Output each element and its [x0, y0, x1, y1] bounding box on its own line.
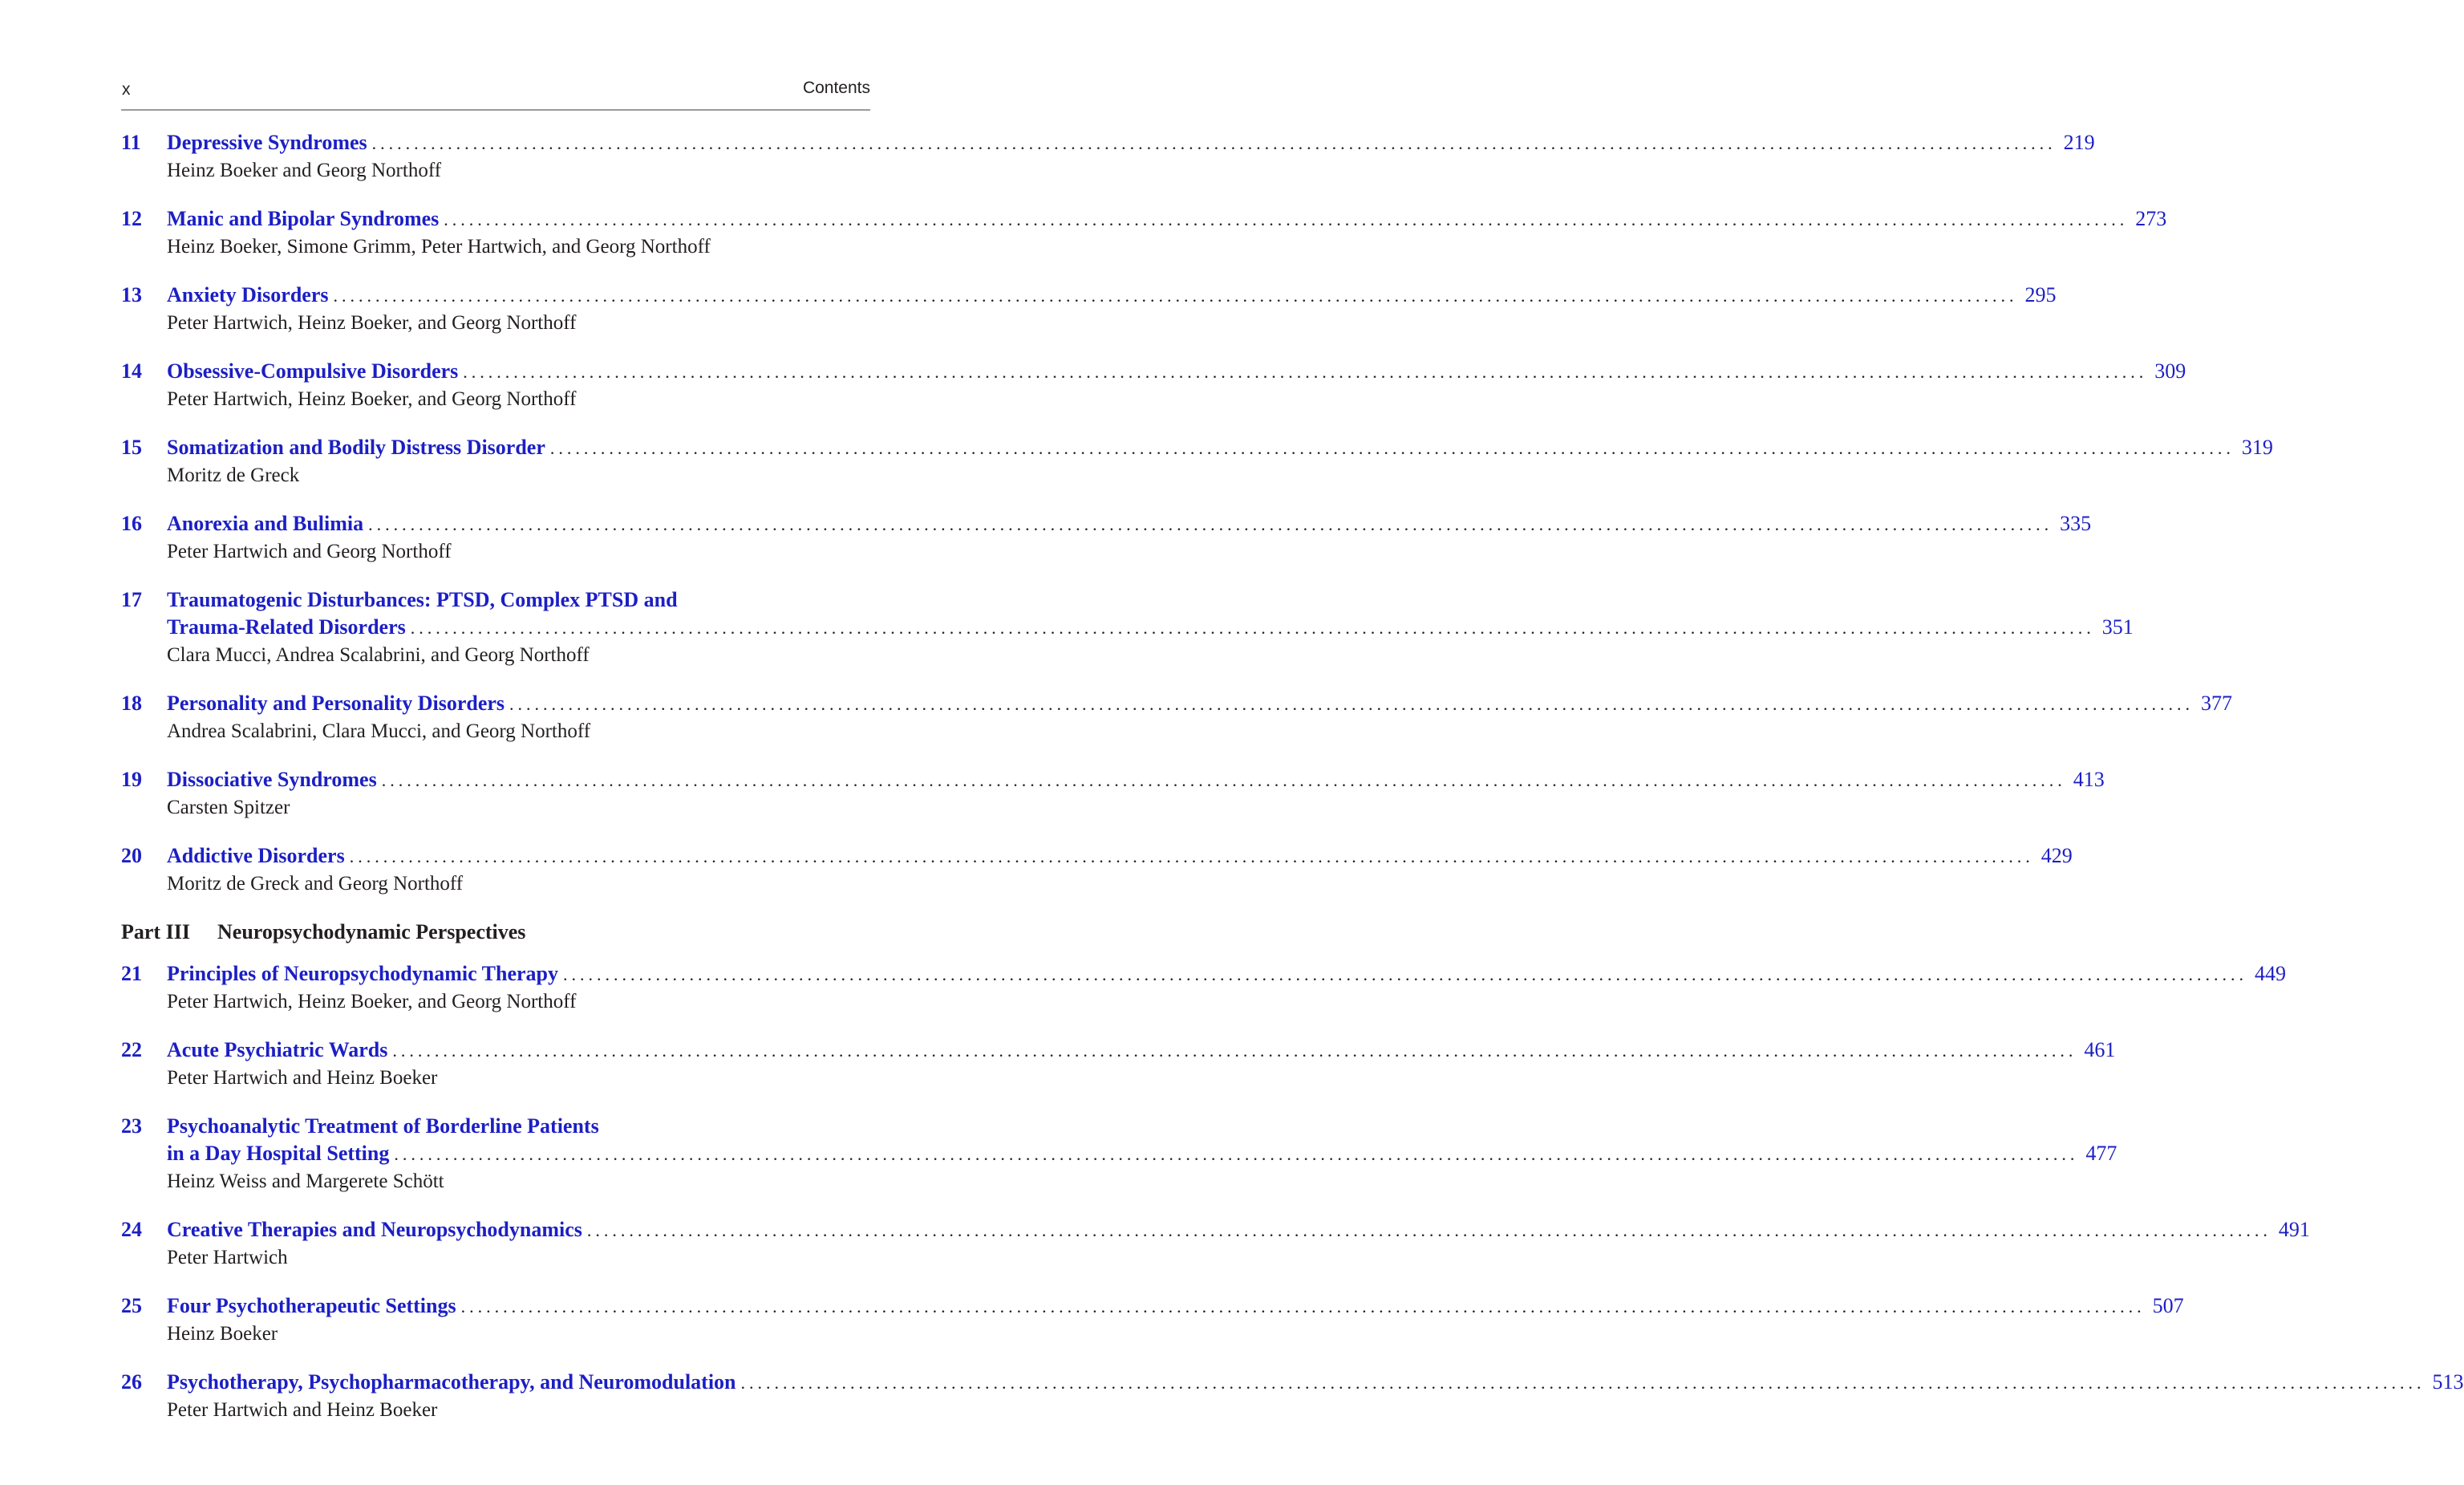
chapter-title-link[interactable]: Personality and Personality Disorders	[167, 692, 505, 715]
chapter-number: 13	[121, 283, 142, 306]
chapter-authors: Carsten Spitzer	[167, 797, 290, 818]
chapter-number: 14	[121, 359, 142, 383]
page-header	[121, 77, 870, 111]
page-number-link[interactable]: 413	[2073, 768, 2105, 791]
chapter-title-link[interactable]: Principles of Neuropsychodynamic Therapy	[167, 962, 559, 985]
title-line	[167, 766, 2105, 794]
title-line	[167, 1037, 2116, 1065]
entry-body	[167, 842, 2073, 898]
entry-body	[167, 690, 2233, 745]
chapter-title-link[interactable]: Somatization and Bodily Distress Disorder	[167, 436, 545, 459]
entry-body	[167, 1037, 2116, 1092]
title-line	[167, 434, 2273, 462]
chapter-title-link[interactable]: Creative Therapies and Neuropsychodynamics	[167, 1218, 582, 1241]
chapter-number: 21	[121, 962, 142, 985]
dot-leader: ........................................................................................................................................................................................................	[371, 133, 2057, 153]
page-number-link[interactable]: 429	[2040, 844, 2073, 867]
chapter-title-link[interactable]: Manic and Bipolar Syndromes	[167, 207, 440, 230]
part-title: Neuropsychodynamic Perspectives	[217, 920, 526, 943]
page-number-link[interactable]: 507	[2152, 1294, 2184, 1317]
title-line	[167, 510, 2092, 538]
part-heading	[121, 919, 870, 946]
dot-leader: ........................................................................................................................................................................................................	[392, 1041, 2077, 1061]
title-line	[167, 1369, 2464, 1397]
title-line	[167, 1292, 2184, 1321]
chapter-title-link[interactable]: Trauma-Related Disorders	[167, 615, 406, 639]
chapter-number: 19	[121, 768, 142, 791]
toc-entry[interactable]	[121, 1113, 2118, 1195]
chapter-number: 12	[121, 207, 142, 230]
chapter-number: 15	[121, 436, 142, 459]
chapter-number: 16	[121, 512, 142, 535]
dot-leader: ........................................................................................................................................................................................................	[349, 846, 2034, 866]
chapter-number: 25	[121, 1294, 142, 1317]
chapter-authors: Peter Hartwich, Heinz Boeker, and Georg Northoff	[167, 991, 577, 1012]
page-number-link[interactable]: 491	[2278, 1218, 2310, 1241]
page-number-link[interactable]: 319	[2241, 436, 2273, 459]
chapter-authors: Peter Hartwich, Heinz Boeker, and Georg Northoff	[167, 388, 577, 410]
chapter-title-line1[interactable]: Psychoanalytic Treatment of Borderline Patients	[167, 1114, 599, 1138]
entry-body	[167, 358, 2186, 413]
chapter-authors: Peter Hartwich and Georg Northoff	[167, 541, 452, 562]
entry-body	[167, 766, 2105, 822]
chapter-authors: Heinz Boeker and Georg Northoff	[167, 160, 442, 181]
page-number-link[interactable]: 449	[2255, 962, 2287, 985]
page-number-link[interactable]: 309	[2154, 359, 2186, 383]
toc-entry[interactable]	[121, 358, 2186, 413]
chapter-title-link[interactable]: Four Psychotherapeutic Settings	[167, 1294, 456, 1317]
title-line	[167, 1140, 2118, 1168]
dot-leader: ........................................................................................................................................................................................................	[381, 770, 2066, 790]
page-number-link[interactable]: 377	[2201, 692, 2233, 715]
chapter-number: 23	[121, 1114, 142, 1138]
chapter-authors: Peter Hartwich and Heinz Boeker	[167, 1067, 438, 1089]
toc-entry[interactable]	[121, 586, 2134, 669]
dot-leader: ........................................................................................................................................................................................................	[586, 1220, 2272, 1240]
running-title: Contents	[802, 79, 870, 97]
toc-group-part-iii	[121, 960, 2464, 1424]
toc-group-part-ii	[121, 129, 2273, 898]
toc-entry[interactable]	[121, 282, 2057, 337]
chapter-number: 11	[121, 131, 141, 154]
dot-leader: ........................................................................................................................................................................................................	[460, 1296, 2146, 1317]
toc-entry[interactable]	[121, 510, 2092, 566]
dot-leader: ........................................................................................................................................................................................................	[563, 964, 2248, 984]
entry-body	[167, 586, 2134, 669]
page-number-link[interactable]: 335	[2060, 512, 2092, 535]
toc-entry[interactable]	[121, 960, 2287, 1016]
title-line	[167, 960, 2287, 988]
dot-leader: ........................................................................................................................................................................................................	[333, 286, 2018, 306]
title-line	[167, 205, 2167, 233]
dot-leader: ........................................................................................................................................................................................................	[410, 618, 2095, 638]
chapter-number: 20	[121, 844, 142, 867]
dot-leader: ........................................................................................................................................................................................................	[509, 694, 2194, 714]
title-line	[167, 358, 2186, 386]
chapter-title-link[interactable]: Depressive Syndromes	[167, 131, 367, 154]
toc-entry[interactable]	[121, 690, 2233, 745]
entry-body	[167, 510, 2092, 566]
toc-entry[interactable]	[121, 1292, 2184, 1348]
table-of-contents	[121, 129, 2464, 1445]
page-number-link[interactable]: 351	[2101, 615, 2134, 639]
part-label: Part III	[121, 920, 190, 943]
entry-body	[167, 434, 2273, 489]
toc-entry[interactable]	[121, 129, 2095, 185]
chapter-authors: Andrea Scalabrini, Clara Mucci, and Georg Northoff	[167, 720, 591, 742]
dot-leader: ........................................................................................................................................................................................................	[394, 1144, 2079, 1164]
dot-leader: ........................................................................................................................................................................................................	[368, 514, 2053, 534]
dot-leader: ........................................................................................................................................................................................................	[740, 1373, 2426, 1393]
chapter-title-link[interactable]: Anxiety Disorders	[167, 283, 329, 306]
entry-body	[167, 960, 2287, 1016]
page-number-link[interactable]: 219	[2063, 131, 2095, 154]
entry-body	[167, 1292, 2184, 1348]
page-number-link[interactable]: 273	[2135, 207, 2167, 230]
page-number-link[interactable]: 513	[2432, 1370, 2464, 1394]
chapter-authors: Heinz Boeker, Simone Grimm, Peter Hartwich, and Georg Northoff	[167, 236, 711, 258]
chapter-authors: Clara Mucci, Andrea Scalabrini, and Georg Northoff	[167, 644, 590, 666]
chapter-title-link[interactable]: Addictive Disorders	[167, 844, 345, 867]
chapter-number: 22	[121, 1038, 142, 1061]
page-number-link[interactable]: 295	[2024, 283, 2057, 306]
chapter-title-link[interactable]: Anorexia and Bulimia	[167, 512, 364, 535]
entry-body	[167, 282, 2057, 337]
title-line	[167, 1216, 2310, 1244]
chapter-number: 24	[121, 1218, 142, 1241]
chapter-title-link[interactable]: Psychotherapy, Psychopharmacotherapy, and Neuromodulation	[167, 1370, 736, 1394]
title-line	[167, 129, 2095, 157]
toc-entry[interactable]	[121, 434, 2273, 489]
entry-body	[167, 129, 2095, 185]
chapter-authors: Heinz Boeker	[167, 1323, 278, 1345]
entry-body	[167, 1216, 2310, 1272]
chapter-authors: Moritz de Greck and Georg Northoff	[167, 873, 464, 895]
title-line	[167, 690, 2233, 718]
chapter-authors: Moritz de Greck	[167, 465, 300, 486]
chapter-number: 18	[121, 692, 142, 715]
title-line	[167, 614, 2134, 642]
toc-entry[interactable]	[121, 1369, 2464, 1424]
chapter-title-link[interactable]: Dissociative Syndromes	[167, 768, 377, 791]
page-number: x	[122, 80, 131, 99]
entry-body	[167, 205, 2167, 261]
dot-leader: ........................................................................................................................................................................................................	[444, 209, 2129, 229]
chapter-authors: Peter Hartwich, Heinz Boeker, and Georg Northoff	[167, 312, 577, 334]
chapter-title-line1[interactable]: Traumatogenic Disturbances: PTSD, Complex PTSD and	[167, 588, 678, 611]
dot-leader: ........................................................................................................................................................................................................	[463, 362, 2148, 382]
chapter-authors: Peter Hartwich and Heinz Boeker	[167, 1399, 438, 1421]
toc-entry[interactable]	[121, 842, 2073, 898]
toc-entry[interactable]	[121, 1216, 2310, 1272]
chapter-title-link[interactable]: Obsessive-Compulsive Disorders	[167, 359, 459, 383]
dot-leader: ........................................................................................................................................................................................................	[549, 438, 2235, 458]
page-number-link[interactable]: 461	[2084, 1038, 2116, 1061]
title-line	[167, 842, 2073, 870]
chapter-title-link[interactable]: in a Day Hospital Setting	[167, 1142, 390, 1165]
chapter-number: 17	[121, 588, 142, 611]
page-number-link[interactable]: 477	[2085, 1142, 2118, 1165]
chapter-title-link[interactable]: Acute Psychiatric Wards	[167, 1038, 388, 1061]
toc-entry[interactable]	[121, 205, 2167, 261]
chapter-authors: Peter Hartwich	[167, 1247, 288, 1268]
chapter-number: 26	[121, 1370, 142, 1394]
toc-entry[interactable]	[121, 766, 2105, 822]
chapter-authors: Heinz Weiss and Margerete Schött	[167, 1171, 444, 1192]
entry-body	[167, 1369, 2464, 1424]
toc-entry[interactable]	[121, 1037, 2116, 1092]
title-line	[167, 282, 2057, 310]
entry-body	[167, 1113, 2118, 1195]
